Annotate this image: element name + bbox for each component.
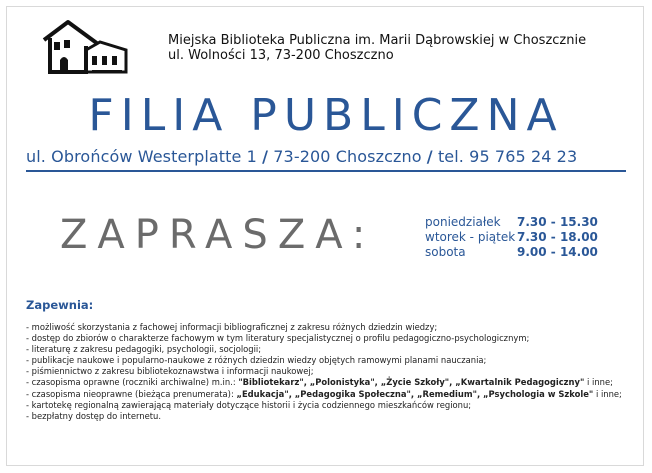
periodicals-suffix: i inne; — [584, 377, 613, 388]
branch-contact — [26, 146, 577, 168]
offer-heading: Zapewnia: — [26, 298, 94, 312]
separator: / — [262, 147, 269, 166]
current-suffix: i inne; — [593, 388, 622, 399]
hours-time: 9.00 - 14.00 — [517, 245, 598, 259]
periodicals-titles: "Bibliotekarz", „Polonistyka", „Życie Szkoły", „Kwartalnik Pedagogiczny" — [238, 377, 585, 388]
offer-list — [26, 322, 636, 422]
hours-row — [425, 230, 598, 245]
hours-day: sobota — [425, 245, 466, 259]
list-item — [26, 377, 636, 388]
branch-phone: tel. 95 765 24 23 — [437, 147, 578, 166]
library-building-logo — [40, 18, 132, 78]
list-item: - kartotekę regionalną zawierającą materiały dotyczące historii i życia codziennego mieszkańców regionu; — [26, 399, 472, 410]
hours-time: 7.30 - 18.00 — [517, 230, 598, 244]
library-address: ul. Wolności 13, 73-200 Choszczno — [168, 48, 394, 63]
hours-time: 7.30 - 15.30 — [517, 215, 598, 229]
list-item: - możliwość skorzystania z fachowej informacji bibliograficznej z zakresu różnych dziedzin wiedzy; — [26, 322, 438, 332]
hours-day: wtorek - piątek — [425, 230, 516, 244]
hours-row — [425, 215, 598, 230]
divider — [26, 170, 626, 172]
branch-city: 73-200 Choszczno — [273, 147, 422, 166]
branch-street: ul. Obrońców Westerplatte 1 — [26, 147, 257, 166]
list-item: - publikacje naukowe i popularno-naukowe z różnych dziedzin wiedzy objętych ramowymi planami nauczania; — [26, 355, 487, 366]
list-item: - dostęp do zbiorów o charakterze fachowym w tym literatury specjalistycznej o profilu pedagogiczno-psychologicznym; — [26, 333, 530, 344]
separator: / — [426, 147, 433, 166]
hours-day: poniedziałek — [425, 215, 501, 229]
invite-heading: ZAPRASZA: — [60, 212, 376, 258]
current-prefix: - czasopisma nieoprawne (bieżąca prenumerata): — [26, 388, 237, 399]
periodicals-prefix: - czasopisma oprawne (roczniki archiwalne) m.in.: — [26, 377, 239, 388]
page-title: FILIA PUBLICZNA — [88, 90, 564, 141]
opening-hours — [425, 215, 598, 260]
hours-row — [425, 245, 598, 260]
current-titles: „Edukacja", „Pedagogika Społeczna", „Remedium", „Psychologia w Szkole" — [236, 388, 594, 399]
list-item — [26, 389, 636, 400]
list-item: - piśmiennictwo z zakresu bibliotekoznawstwa i informacji naukowej; — [26, 366, 314, 377]
library-name: Miejska Biblioteka Publiczna im. Marii Dąbrowskiej w Choszcznie — [168, 33, 587, 48]
list-item: - literaturę z zakresu pedagogiki, psychologii, socjologii; — [26, 344, 262, 355]
list-item: - bezpłatny dostęp do internetu. — [26, 410, 161, 421]
